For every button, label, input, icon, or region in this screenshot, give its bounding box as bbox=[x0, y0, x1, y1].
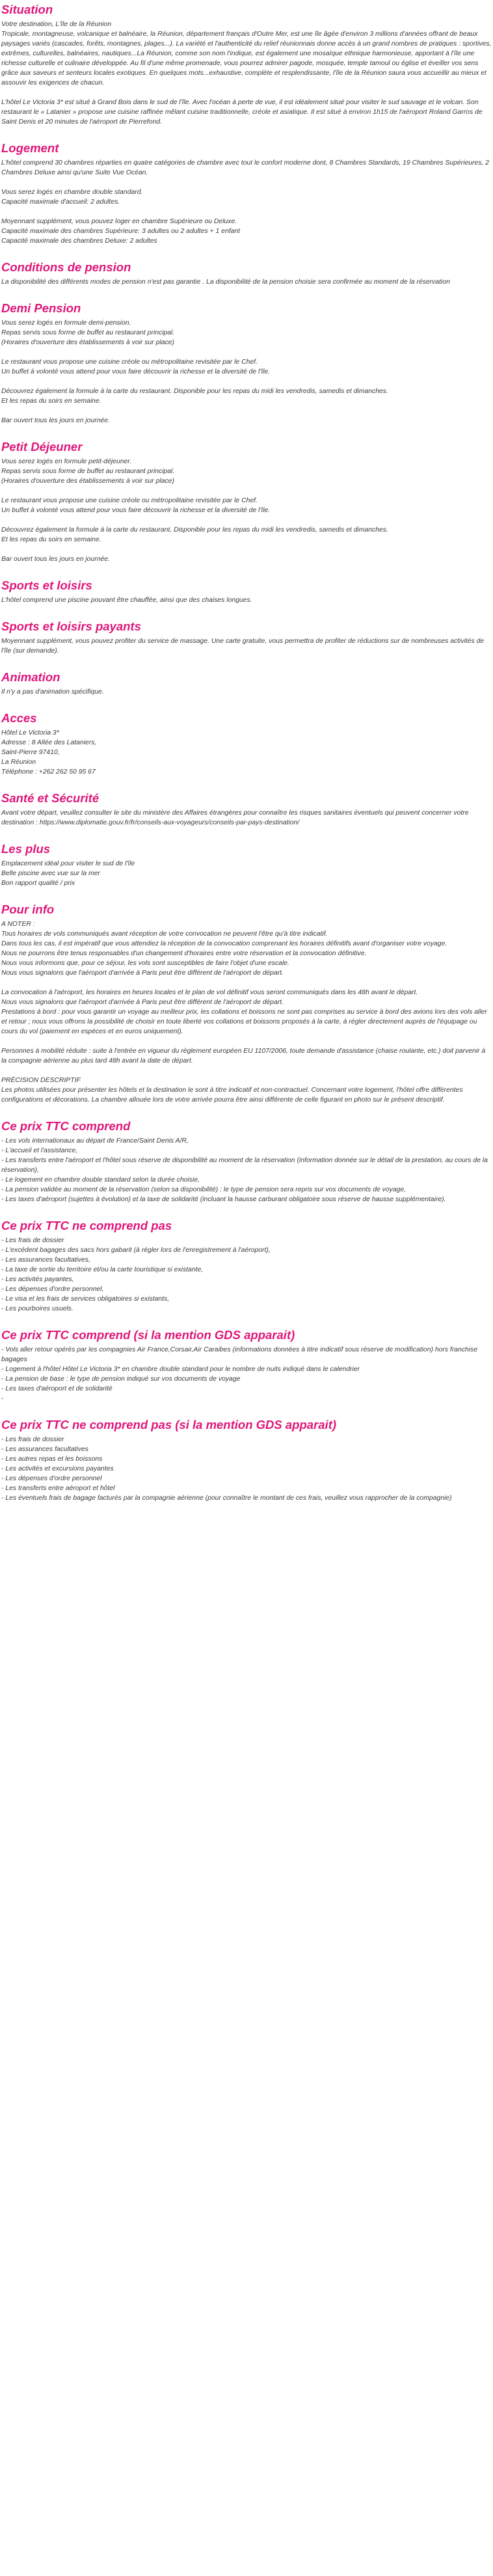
text-line: A NOTER : bbox=[1, 921, 35, 928]
text-line: - bbox=[1, 1395, 4, 1402]
text-line: - Les taxes d'aéroport et de solidarité bbox=[1, 1385, 113, 1392]
section-situation bbox=[1, 3, 492, 127]
text-line: - Logement à l'hôtel Hôtel Le Victoria 3* en chambre double standard pour le nombre de nuits indiqué dans le calendrier bbox=[1, 1366, 360, 1373]
text-line: Prestations à bord : pour vous garantir un voyage au meilleur prix, les collations et boissons ne sont pas comprises au service à bord des avions lors des vols aller et retour ; nous vous offrons la possibilité de choisir en toute liberté vos collations et boissons proposés à la carte, à régler directement auprès de l'équipage ou cours du vol (paiement en espèces et en euros uniquement). bbox=[1, 1009, 487, 1035]
text-line: Le restaurant vous propose une cuisine créole ou métropolitaine revisitée par le Chef. bbox=[1, 497, 258, 504]
section-title: Ce prix TTC comprend bbox=[1, 1119, 131, 1133]
section-body bbox=[1, 318, 492, 426]
text-line: (Horaires d'ouverture des établissements à voir sur place) bbox=[1, 478, 174, 485]
text-line: - Les taxes d'aéroport (sujettes à évolution) et la taxe de solidarité (incluant la hausse carburant obligatoire sous réserve de hausse supplémentaire). bbox=[1, 1196, 446, 1203]
section-title: Acces bbox=[1, 711, 37, 725]
text-line: Bon rapport qualité / prix bbox=[1, 880, 75, 887]
text-line: Capacité maximale des chambres Supérieure: 3 adultes ou 2 adultes + 1 enfant bbox=[1, 228, 241, 235]
section-ce-prix-ttc-comprend bbox=[1, 1119, 492, 1204]
text-line: Bar ouvert tous les jours en journée. bbox=[1, 556, 110, 563]
text-line: - L'excédent bagages des sacs hors gabarit (à régler lors de l'enregistrement à l'aéroport), bbox=[1, 1247, 271, 1254]
text-line: Vous serez logés en chambre double standard. bbox=[1, 189, 143, 196]
section-sports-et-loisirs-payants bbox=[1, 619, 492, 656]
section-title: Situation bbox=[1, 3, 53, 16]
section-animation bbox=[1, 670, 492, 697]
text-line: Saint-Pierre 97410, bbox=[1, 749, 60, 756]
text-line: Adresse : 8 Allée des Lataniers, bbox=[1, 739, 97, 746]
section-body bbox=[1, 1136, 492, 1204]
text-line: Et les repas du soirs en semaine. bbox=[1, 398, 101, 405]
text-line: L'hôtel comprend une piscine pouvant être chauffée, ainsi que des chaises longues. bbox=[1, 597, 252, 604]
blank-line bbox=[1, 1037, 492, 1046]
section-body bbox=[1, 636, 492, 656]
text-line: Personnes à mobilité réduite : suite à l'entrée en vigueur du règlement européen EU 1107/2006, toute demande d'assistance (chaise roulante, etc.) doit parvenir à la compagnie aérienne au plus tard 48h avant la date de départ. bbox=[1, 1048, 486, 1064]
text-line: Nous ne pourrons être tenus responsables d'un changement d'horaires entre votre réservation et la convocation définitive. bbox=[1, 950, 367, 957]
text-line: L'hôtel comprend 30 chambres réparties en quatre catégories de chambre avec tout le confort moderne dont, 8 Chambres Standards, 19 Chambres Supérieures, 2 Chambres Deluxe ainsi qu'une Suite Vue Océan. bbox=[1, 159, 489, 176]
text-line: Et les repas du soirs en semaine. bbox=[1, 536, 101, 543]
section-body bbox=[1, 859, 492, 888]
text-line: - Vols aller retour opérés par les compagnies Air France,Corsair,Air Caraibes (informations données à titre indicatif sous réserve de modification) hors franchise bagages bbox=[1, 1346, 478, 1363]
section-logement bbox=[1, 141, 492, 246]
text-line: - Le visa et les frais de services obligatoires si existants, bbox=[1, 1295, 170, 1303]
text-line: - Les activités et excursions payantes bbox=[1, 1465, 114, 1472]
text-line: Un buffet à volonté vous attend pour vous faire découvrir la richesse et la diversité de l'île. bbox=[1, 507, 271, 514]
section-body bbox=[1, 1345, 492, 1403]
text-line: Tous horaires de vols communiqués avant réception de votre convocation ne peuvent l'être qu'à titre indicatif. bbox=[1, 930, 328, 938]
section-title: Les plus bbox=[1, 842, 51, 856]
text-line: Bar ouvert tous les jours en journée. bbox=[1, 417, 110, 424]
text-line: - Le logement en chambre double standard selon la durée choisie, bbox=[1, 1176, 200, 1184]
blank-line bbox=[1, 377, 492, 386]
text-line: - Les dépenses d'ordre personnel bbox=[1, 1475, 102, 1482]
text-line: Nous vous signalons que l'aéroport d'arrivée à Paris peut être différent de l'aéroport de départ. bbox=[1, 999, 284, 1006]
text-line: - La pension de base : le type de pension indiqué sur vos documents de voyage bbox=[1, 1376, 241, 1383]
text-line: Moyennant supplément, vous pouvez profiter du service de massage. Une carte gratuite, vous permettra de profiter de réductions sur de nombreuses activités de l'île (sur demande). bbox=[1, 638, 485, 655]
text-line: - Les frais de dossier bbox=[1, 1436, 64, 1443]
section-body bbox=[1, 1236, 492, 1314]
blank-line bbox=[1, 545, 492, 554]
text-line: - La pension validée au moment de la réservation (selon sa disponibilité) : le type de pension sera repris sur vos documents de voyage, bbox=[1, 1186, 406, 1193]
text-line: - Les activités payantes, bbox=[1, 1276, 74, 1283]
text-line: Emplacement idéal pour visiter le sud de l'île bbox=[1, 860, 135, 867]
section-title: Santé et Sécurité bbox=[1, 791, 100, 805]
text-line: Moyennant supplément, vous pouvez loger en chambre Supérieure ou Deluxe. bbox=[1, 218, 237, 225]
text-line: La Réunion bbox=[1, 759, 36, 766]
text-line: Il n'y a pas d'animation spécifique. bbox=[1, 688, 104, 696]
text-line: Repas servis sous forme de buffet au restaurant principal. bbox=[1, 468, 175, 475]
text-line: - L'accueil et l'assistance, bbox=[1, 1147, 78, 1154]
section-title: Ce prix TTC ne comprend pas (si la mention GDS apparait) bbox=[1, 1418, 337, 1431]
blank-line bbox=[1, 515, 492, 525]
section-petit-dejeuner bbox=[1, 440, 492, 564]
text-line: Nous vous informons que, pour ce séjour, les vols sont susceptibles de faire l'objet d'une escale. bbox=[1, 960, 289, 967]
blank-line bbox=[1, 1066, 492, 1076]
section-ce-prix-ttc-ne-comprend-pas-si-la-mention-gds-apparait bbox=[1, 1418, 492, 1503]
section-body bbox=[1, 1435, 492, 1503]
text-line: Nous vous signalons que l'aéroport d'arrivée à Paris peut être différent de l'aéroport de départ. bbox=[1, 969, 284, 977]
section-demi-pension bbox=[1, 301, 492, 426]
text-line: Capacité maximale des chambres Deluxe: 2 adultes bbox=[1, 237, 157, 245]
blank-line bbox=[1, 347, 492, 357]
section-title: Logement bbox=[1, 141, 59, 155]
blank-line bbox=[1, 406, 492, 416]
text-line: - Les éventuels frais de bagage facturés par la compagnie aérienne (pour connaître le montant de ces frais, veuillez vous rapprocher de la compagnie) bbox=[1, 1495, 452, 1502]
section-body bbox=[1, 20, 492, 127]
section-title: Animation bbox=[1, 670, 60, 684]
section-title: Pour info bbox=[1, 902, 55, 916]
text-line: Avant votre départ, veuillez consulter le site du ministère des Affaires étrangères pour connaître les risques sanitaires éventuels qui peuvent concerner votre destination : https://www.diplomatie.gouv.fr/fr/conseils-aux-voyageurs/conseils-par-pays-destination/ bbox=[1, 809, 469, 826]
text-line: PRÉCISION DESCRIPTIF bbox=[1, 1077, 81, 1084]
text-line: - La taxe de sortie du territoire et/ou la carte touristique si existante, bbox=[1, 1266, 204, 1273]
section-body bbox=[1, 919, 492, 1105]
section-ce-prix-ttc-ne-comprend-pas bbox=[1, 1219, 492, 1314]
text-line: Dans tous les cas, il est impératif que vous attendiez la réception de la convocation comprenant les horaires définitifs avant d'organiser votre voyage. bbox=[1, 940, 447, 947]
text-line: Vous serez logés en formule demi-pension. bbox=[1, 319, 131, 327]
text-line: L'hôtel Le Victoria 3* est situé à Grand Bois dans le sud de l'île. Avec l'océan à perte de vue, il est idéalement situé pour visiter le sud sauvage et le volcan. Son restaurant le « Latanier » propose une cuisine raffinée mêlant cuisine traditionnelle, créole et asiatique. Il est situé à environ 1h15 de l'aéroport Roland Garros de Saint Denis et 20 minutes de l'aéroport de Pierrefond. bbox=[1, 99, 483, 126]
section-body bbox=[1, 457, 492, 564]
text-line: Téléphone : +262 262 50 95 67 bbox=[1, 768, 96, 776]
text-line: - Les assurances facultatives bbox=[1, 1446, 88, 1453]
text-line: - Les pourboires usuels. bbox=[1, 1305, 73, 1312]
text-line: La disponibilité des différents modes de pension n'est pas garantie . La disponibilité de la pension choisie sera confirmée au moment de la réservation bbox=[1, 278, 450, 286]
section-body bbox=[1, 158, 492, 246]
text-line: Vous serez logés en formule petit-déjeuner. bbox=[1, 458, 132, 465]
blank-line bbox=[1, 486, 492, 496]
section-title: Sports et loisirs payants bbox=[1, 619, 141, 633]
section-body bbox=[1, 728, 492, 777]
text-line: Le restaurant vous propose une cuisine créole ou métropolitaine revisitée par le Chef. bbox=[1, 359, 258, 366]
section-sports-et-loisirs bbox=[1, 578, 492, 605]
text-line: - Les dépenses d'ordre personnel, bbox=[1, 1286, 104, 1293]
text-line: Votre destination, L'île de la Réunion bbox=[1, 21, 112, 28]
section-title: Petit Déjeuner bbox=[1, 440, 83, 454]
blank-line bbox=[1, 178, 492, 187]
text-line: Repas servis sous forme de buffet au restaurant principal. bbox=[1, 329, 175, 336]
text-line: - Les assurances facultatives, bbox=[1, 1256, 90, 1264]
text-line: Capacité maximale d'accueil: 2 adultes. bbox=[1, 198, 120, 206]
section-conditions-de-pension bbox=[1, 260, 492, 287]
text-line: Belle piscine avec vue sur la mer bbox=[1, 870, 100, 877]
section-les-plus bbox=[1, 842, 492, 888]
section-title: Conditions de pension bbox=[1, 260, 131, 274]
blank-line bbox=[1, 207, 492, 217]
section-sante-et-securite bbox=[1, 791, 492, 828]
blank-line bbox=[1, 88, 492, 98]
section-title: Demi Pension bbox=[1, 301, 81, 315]
text-line: Tropicale, montagneuse, volcanique et balnéaire, la Réunion, département français d'Outre Mer, est une île âgée d'environ 3 millions d'années offrant de beaux paysages variés (cascades, forêts, montagnes, plages...). La variété et l'authenticité du relief réunionnais donne accès à un grand nombres de pratiques : sportives, extrêmes, culturelles, balnéaires, nautiques...La Réunion, comme son nom l'indique, est également une mosaïque ethnique harmonieuse, apportant à l'île une richesse culturelle et culinaire développée. Au fil d'une même promenade, vous pourrez admirer pagode, mosquée, temple tamoul ou église et éveiller vos sens grâce aux saveurs et senteurs locales exotiques. En quelques mots...exhaustive, complète et resplendissante, l'île de la Réunion saura vous accueillir au mieux et assouvir les exigences de chacun. bbox=[1, 31, 492, 87]
section-pour-info bbox=[1, 902, 492, 1105]
text-line: Les photos utilisées pour présenter les hôtels et la destination le sont à titre indicatif et non-contractuel. Concernant votre logement, l'hôtel offre différentes configurations et décorations. La chambre allouée lors de votre arrivée pourra être ainsi différente de celle figurant en photo sur le présent descriptif. bbox=[1, 1087, 463, 1104]
text-line: Découvrez également la formule à la carte du restaurant. Disponible pour les repas du midi les vendredis, samedis et dimanches. bbox=[1, 526, 388, 534]
section-title: Ce prix TTC comprend (si la mention GDS apparait) bbox=[1, 1328, 295, 1342]
text-line: La convocation à l'aéroport, les horaires en heures locales et le plan de vol définitif vous seront communiqués dans les 48h avant le départ. bbox=[1, 989, 418, 996]
text-line: - Les frais de dossier bbox=[1, 1237, 64, 1244]
section-title: Ce prix TTC ne comprend pas bbox=[1, 1219, 172, 1232]
text-line: - Les transferts entre l'aéroport et l'hôtel sous réserve de disponibilité au moment de la réservation (information donnée sur le détail de la prestation, au cours de la réservation), bbox=[1, 1157, 488, 1174]
text-line: (Horaires d'ouverture des établissements à voir sur place) bbox=[1, 339, 174, 346]
text-line: - Les autres repas et les boissons bbox=[1, 1456, 103, 1463]
section-ce-prix-ttc-comprend-si-la-mention-gds-apparait bbox=[1, 1328, 492, 1403]
text-line: - Les transferts entre aéroport et hôtel bbox=[1, 1485, 115, 1492]
text-line: Découvrez également la formule à la carte du restaurant. Disponible pour les repas du midi les vendredis, samedis et dimanches. bbox=[1, 388, 388, 395]
text-line: - Les vols internationaux au départ de France/Saint Denis A/R, bbox=[1, 1137, 189, 1145]
text-line: Un buffet à volonté vous attend pour vous faire découvrir la richesse et la diversité de l'île. bbox=[1, 368, 271, 375]
section-title: Sports et loisirs bbox=[1, 578, 92, 592]
blank-line bbox=[1, 978, 492, 988]
section-body bbox=[1, 808, 492, 828]
section-body bbox=[1, 277, 492, 287]
section-acces bbox=[1, 711, 492, 777]
section-body bbox=[1, 687, 492, 697]
section-body bbox=[1, 595, 492, 605]
text-line: Hôtel Le Victoria 3* bbox=[1, 729, 59, 737]
